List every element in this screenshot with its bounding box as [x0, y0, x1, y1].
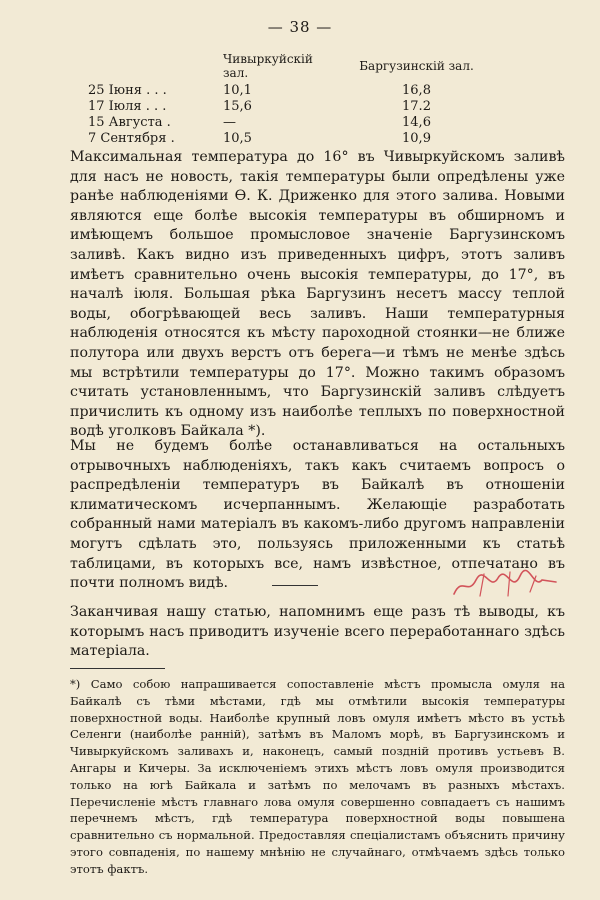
row-date: 25 Іюня . . .	[88, 83, 167, 98]
row-chivyrkuy-value: 10,5	[223, 131, 252, 146]
table-header-empty	[70, 52, 223, 83]
table-row	[70, 83, 500, 99]
paragraph-conclusion-barguzin	[70, 148, 565, 442]
temperature-table	[70, 52, 500, 147]
table-row	[70, 115, 500, 131]
pencil-scribble-mark	[450, 566, 560, 606]
row-barguzin-value: 16,8	[402, 83, 431, 98]
row-chivyrkuy-value: 15,6	[223, 99, 252, 114]
row-date: 7 Сентября .	[88, 131, 175, 146]
footnote-rule	[70, 668, 165, 669]
row-date: 15 Августа .	[88, 115, 171, 130]
table-header-row	[70, 52, 500, 83]
table-row	[70, 131, 500, 147]
page-number: — 38 —	[267, 18, 333, 36]
table-header-chivyrkuy: Чивыркуйскій зал.	[223, 52, 313, 80]
row-barguzin-value: 17.2	[402, 99, 431, 114]
table-row	[70, 99, 500, 115]
row-barguzin-value: 10,9	[402, 131, 431, 146]
row-chivyrkuy-value: 10,1	[223, 83, 252, 98]
table-header-barguzin: Баргузинскій зал.	[359, 59, 474, 73]
paragraph-text: Мы не будемъ болѣе останавливаться на остальныхъ отрывочныхъ наблюденіяхъ, такъ какъ считаемъ вопросъ о распредѣленіи температуръ въ Байкалѣ въ отношеніи климатическомъ исчерпаннымъ. Желающіе разработать собранный нами матеріалъ въ какомъ-либо другомъ направленіи могутъ сдѣлать это, пользуясь приложенными къ статьѣ таблицами, въ которыхъ все, намъ извѣстное, отпечатано въ почти полномъ видѣ.	[70, 438, 565, 592]
footnote	[70, 676, 565, 878]
paragraph-text: Максимальная температура до 16° въ Чивыркуйскомъ заливѣ для насъ не новость, такія температуры были опредѣлены уже ранѣе наблюденіями Ѳ. К. Дриженко для этого залива. Новыми являются еще болѣе высокія температуры въ обширномъ и имѣющемъ большое промысловое значеніе Баргузинскомъ заливѣ. Какъ видно изъ приведенныхъ цифръ, этотъ заливъ имѣетъ сравнительно очень высокія температуры, до 17°, въ началѣ іюля. Большая рѣка Баргузинъ несетъ массу теплой воды, обогрѣвающей весь заливъ. Наши температурныя наблюденія относятся къ мѣсту пароходной стоянки—не ближе полутора или двухъ верстъ отъ берега—и тѣмъ не менѣе здѣсь мы встрѣтили температуры до 17°. Можно такимъ образомъ считать установленнымъ, что Баргузинскій заливъ слѣдуетъ причислить къ одному изъ наиболѣе теплыхъ по поверхностной водѣ уголковъ Байкала *).	[70, 149, 565, 440]
row-barguzin-value: 14,6	[402, 115, 431, 130]
row-chivyrkuy-value: —	[223, 115, 236, 130]
footnote-text: *) Само собою напрашивается сопоставленіе мѣстъ промысла омуля на Байкалѣ съ тѣми мѣстами, гдѣ мы отмѣтили высокія температуры поверхностной воды. Наиболѣе крупный ловъ омуля имѣетъ мѣсто въ устьѣ Селенги (наиболѣе ранній), затѣмъ въ Маломъ морѣ, въ Баргузинскомъ и Чивыркуйскомъ заливахъ и, наконецъ, самый поздній противъ устьевъ В. Ангары и Кичеры. За исключеніемъ этихъ мѣстъ ловъ омуля производится только на югѣ Байкала и затѣмъ по мелочамъ въ разныхъ мѣстахъ. Перечисленіе мѣстъ главнаго лова омуля совершенно совпадаетъ съ нашимъ перечнемъ мѣстъ, гдѣ температура поверхностной воды повышена сравнительно съ нормальной. Предоставляя спеціалистамъ объяснить причину этого совпаденія, по нашему мнѣнію не случайнаго, отмѣчаемъ здѣсь только этотъ фактъ.	[70, 677, 565, 876]
section-divider	[272, 585, 318, 586]
row-date: 17 Іюля . . .	[88, 99, 167, 114]
paragraph-text: Заканчивая нашу статью, напомнимъ еще разъ тѣ выводы, къ которымъ насъ приводитъ изученіе всего переработаннаго здѣсь матеріала.	[70, 604, 565, 660]
paragraph-closing	[70, 603, 565, 662]
